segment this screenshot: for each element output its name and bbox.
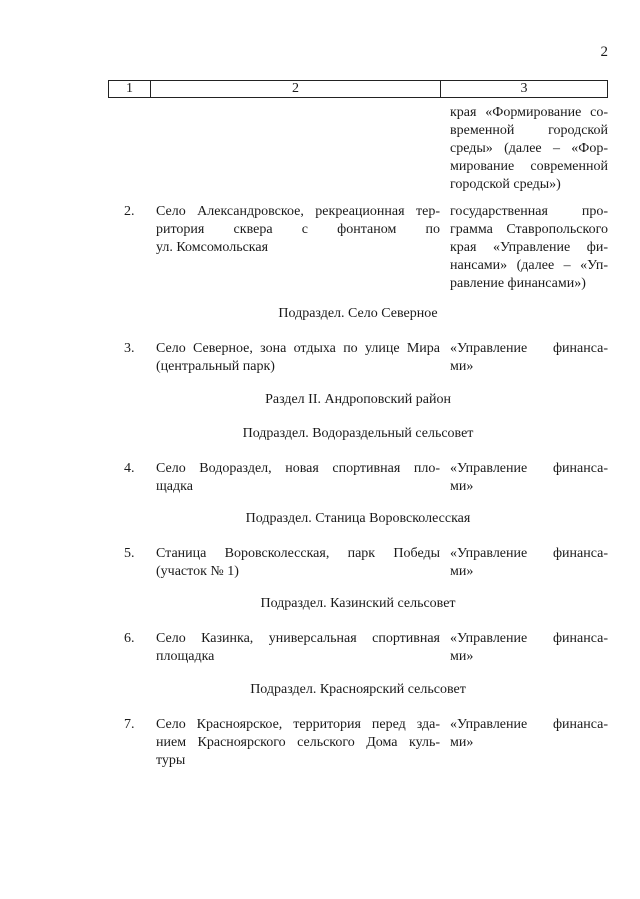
territory-name: Село Водораздел, новая спортивная пло- щадка — [156, 461, 440, 494]
subsection-heading: Подраздел. Казинский сельсовет — [260, 596, 456, 611]
row-number: 7. — [124, 717, 135, 732]
page-number: 2 — [600, 44, 608, 60]
territory-name: Село Казинка, универсальная спортивная площадка — [156, 631, 440, 664]
row-number: 3. — [124, 341, 135, 356]
section-heading: Раздел II. Андроповский район — [265, 392, 451, 407]
continued-program-text: края «Формирование со- временной городской среды» (далее – «Фор- мирование современной городской среды») — [450, 105, 608, 192]
program-name: «Управление финанса- ми» — [450, 461, 608, 494]
subsection-heading: Подраздел. Станица Воровсколесская — [245, 511, 471, 526]
territory-name: Село Александровское, рекреационная тер- ритория сквера с фонтаном по ул. Комсомольская — [156, 204, 440, 255]
column-header-3: 3 — [520, 81, 528, 96]
program-name: «Управление финанса- ми» — [450, 717, 608, 750]
territory-name: Станица Воровсколесская, парк Победы (участок № 1) — [156, 546, 440, 579]
program-name: «Управление финанса- ми» — [450, 631, 608, 664]
column-header-row — [108, 80, 608, 98]
column-header-2: 2 — [151, 81, 441, 97]
subsection-heading: Подраздел. Село Северное — [278, 306, 438, 321]
territory-name: Село Северное, зона отдыха по улице Мира (центральный парк) — [156, 341, 440, 374]
program-name: «Управление финанса- ми» — [450, 546, 608, 579]
subsection-heading: Подраздел. Водораздельный сельсовет — [242, 426, 474, 441]
subsection-heading: Подраздел. Красноярский сельсовет — [250, 682, 466, 697]
program-name: «Управление финанса- ми» — [450, 341, 608, 374]
row-number: 6. — [124, 631, 135, 646]
territory-name: Село Красноярское, территория перед зда- нием Красноярского сельского Дома куль- туры — [156, 717, 440, 768]
row-number: 4. — [124, 461, 135, 476]
row-number: 5. — [124, 546, 135, 561]
column-header-1: 1 — [109, 81, 151, 97]
row-number: 2. — [124, 204, 135, 219]
program-name: государственная про- грамма Ставропольского края «Управление фи- нансами» (далее – «Уп- равление финансами») — [450, 204, 608, 291]
